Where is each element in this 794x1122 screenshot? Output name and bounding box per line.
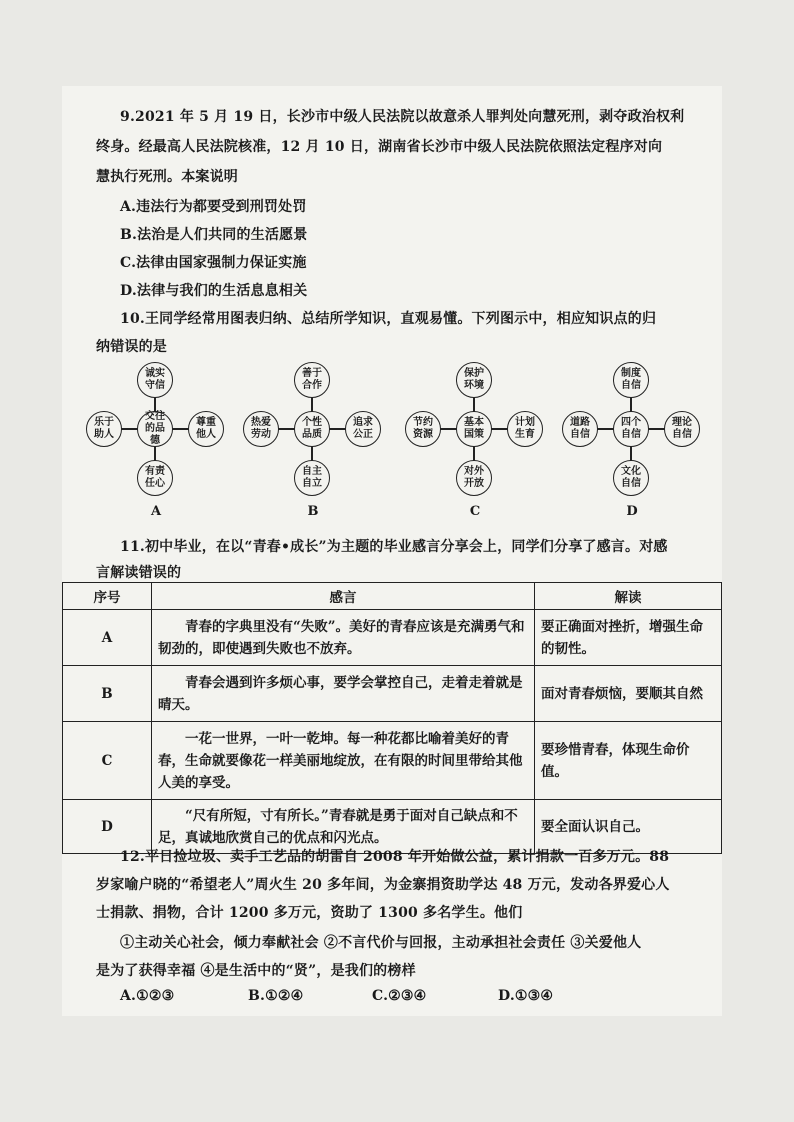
q12-option-c[interactable]: C.②③④ bbox=[372, 988, 427, 1004]
diagram-b-left-node: 热爱劳动 bbox=[243, 411, 279, 447]
diagram-d-label: D bbox=[626, 504, 638, 519]
q9-stem-line-3: 慧执行死刑。本案说明 bbox=[96, 169, 238, 185]
q12-stem-line-3: 士捐款、捐物，合计 1200 多万元，资助了 1300 多名学生。他们 bbox=[96, 905, 523, 921]
row-interpretation: 要珍惜青春，体现生命价值。 bbox=[535, 722, 722, 800]
q11-table bbox=[62, 582, 722, 854]
diagram-d-right-node: 理论自信 bbox=[664, 411, 700, 447]
row-seq: D bbox=[63, 800, 152, 854]
diagram-a-bottom-node: 有责任心 bbox=[137, 460, 173, 496]
row-quote: 一花一世界，一叶一乾坤。每一种花都比喻着美好的青春，生命就要像花一样美丽地绽放，在有限的时间里带给其他人美的享受。 bbox=[152, 722, 535, 800]
diagram-a-label: A bbox=[150, 504, 162, 519]
diagram-a-left-node: 乐于助人 bbox=[86, 411, 122, 447]
diagram-c-label: C bbox=[469, 504, 481, 519]
q11-stem-line-1: 11.初中毕业，在以“青春•成长”为主题的毕业感言分享会上，同学们分享了感言。对感 bbox=[120, 539, 668, 555]
row-interpretation: 面对青春烦恼，要顺其自然 bbox=[535, 666, 722, 722]
row-interpretation: 要全面认识自己。 bbox=[535, 800, 722, 854]
diagram-c-right-node: 计划生育 bbox=[507, 411, 543, 447]
q9-option-c[interactable]: C.法律由国家强制力保证实施 bbox=[120, 255, 307, 271]
q12-statements-line-1: ①主动关心社会，倾力奉献社会 ②不言代价与回报，主动承担社会责任 ③关爱他人 bbox=[120, 935, 642, 951]
table-row[interactable] bbox=[63, 722, 722, 800]
q9-option-b[interactable]: B.法治是人们共同的生活愿景 bbox=[120, 227, 308, 243]
row-seq: B bbox=[63, 666, 152, 722]
diagram-b-right-node: 追求公正 bbox=[345, 411, 381, 447]
q12-option-d[interactable]: D.①③④ bbox=[498, 988, 554, 1004]
diagram-c-bottom-node: 对外开放 bbox=[456, 460, 492, 496]
q10-stem-line-2: 纳错误的是 bbox=[96, 339, 167, 355]
q11-stem-line-2: 言解读错误的 bbox=[96, 565, 182, 581]
diagram-a-center-node: 交往的品德 bbox=[137, 411, 173, 447]
diagram-a-top-node: 诚实守信 bbox=[137, 362, 173, 398]
diagram-b-bottom-node: 自主自立 bbox=[294, 460, 330, 496]
q10-stem-line-1: 10.王同学经常用图表归纳、总结所学知识，直观易懂。下列图示中，相应知识点的归 bbox=[120, 311, 657, 327]
row-interpretation: 要正确面对挫折，增强生命的韧性。 bbox=[535, 610, 722, 666]
table-header-row bbox=[63, 583, 722, 610]
row-quote: 青春会遇到许多烦心事，要学会掌控自己，走着走着就是晴天。 bbox=[152, 666, 535, 722]
header-interpretation: 解读 bbox=[535, 583, 722, 610]
diagram-a-right-node: 尊重他人 bbox=[188, 411, 224, 447]
row-seq: A bbox=[63, 610, 152, 666]
exam-page bbox=[62, 86, 722, 1016]
row-quote: “尺有所短，寸有所长。”青春就是勇于面对自己缺点和不足，真诚地欣赏自己的优点和闪光点。 bbox=[152, 800, 535, 854]
q9-option-a[interactable]: A.违法行为都要受到刑罚处罚 bbox=[120, 199, 307, 215]
q10-diagrams bbox=[62, 362, 722, 524]
diagram-d[interactable] bbox=[562, 362, 702, 524]
q12-option-a[interactable]: A.①②③ bbox=[120, 988, 175, 1004]
table-row[interactable] bbox=[63, 666, 722, 722]
diagram-c-top-node: 保护环境 bbox=[456, 362, 492, 398]
header-seq: 序号 bbox=[63, 583, 152, 610]
diagram-d-left-node: 道路自信 bbox=[562, 411, 598, 447]
row-seq: C bbox=[63, 722, 152, 800]
diagram-d-top-node: 制度自信 bbox=[613, 362, 649, 398]
row-quote: 青春的字典里没有“失败”。美好的青春应该是充满勇气和韧劲的，即使遇到失败也不放弃。 bbox=[152, 610, 535, 666]
q9-option-d[interactable]: D.法律与我们的生活息息相关 bbox=[120, 283, 308, 299]
diagram-c-left-node: 节约资源 bbox=[405, 411, 441, 447]
table-row[interactable] bbox=[63, 610, 722, 666]
diagram-a[interactable] bbox=[86, 362, 226, 524]
diagram-c[interactable] bbox=[405, 362, 545, 524]
q12-stem-line-1: 12.平日捡垃圾、卖手工艺品的胡雷自 2008 年开始做公益，累计捐款一百多万元。88 bbox=[120, 849, 670, 865]
q9-stem-line-1: 9.2021 年 5 月 19 日，长沙市中级人民法院以故意杀人罪判处向慧死刑，剥夺政治权利 bbox=[120, 109, 685, 125]
q12-statements-line-2: 是为了获得幸福 ④是生活中的“贤”，是我们的榜样 bbox=[96, 963, 416, 979]
diagram-c-center-node: 基本国策 bbox=[456, 411, 492, 447]
diagram-b-center-node: 个性品质 bbox=[294, 411, 330, 447]
diagram-b[interactable] bbox=[243, 362, 383, 524]
diagram-b-label: B bbox=[307, 504, 319, 519]
diagram-d-center-node: 四个自信 bbox=[613, 411, 649, 447]
q12-stem-line-2: 岁家喻户晓的“希望老人”周火生 20 多年间，为金寨捐资助学达 48 万元，发动各界爱心人 bbox=[96, 877, 670, 893]
diagram-d-bottom-node: 文化自信 bbox=[613, 460, 649, 496]
q9-stem-line-2: 终身。经最高人民法院核准，12 月 10 日，湖南省长沙市中级人民法院依照法定程序对向 bbox=[96, 139, 663, 155]
header-quote: 感言 bbox=[152, 583, 535, 610]
q12-option-b[interactable]: B.①②④ bbox=[248, 988, 304, 1004]
diagram-b-top-node: 善于合作 bbox=[294, 362, 330, 398]
